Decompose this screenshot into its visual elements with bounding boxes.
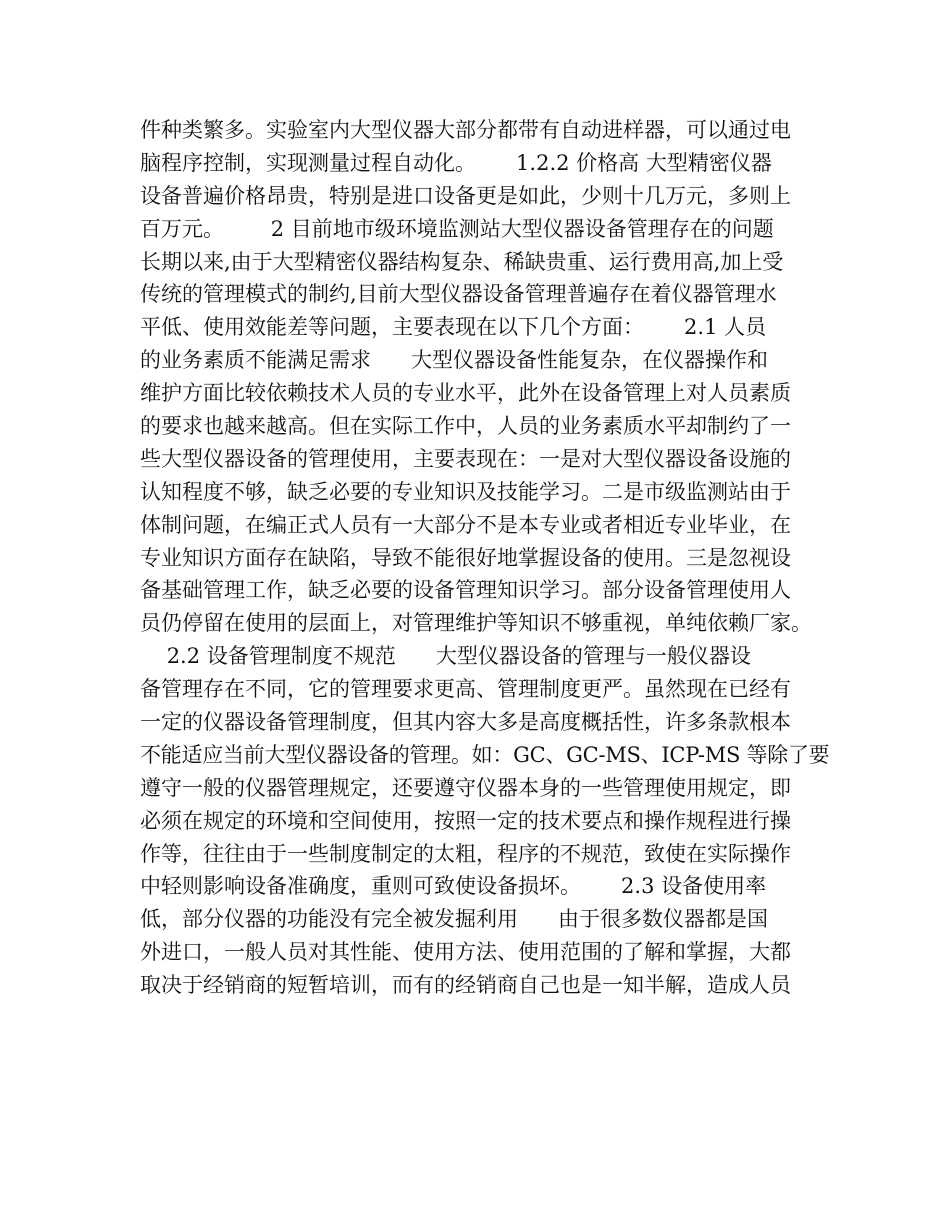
text-line: 不能适应当前大型仪器设备的管理。如：GC、GC-MS、ICP-MS 等除了要 xyxy=(140,742,830,767)
text-line: 传统的管理模式的制约,目前大型仪器设备管理普遍存在着仪器管理水 xyxy=(140,282,777,307)
text-line: 认知程度不够，缺乏必要的专业知识及技能学习。二是市级监测站由于 xyxy=(140,479,791,504)
text-line: 脑程序控制，实现测量过程自动化。 1.2.2 价格高 大型精密仪器 xyxy=(140,150,772,175)
text-line: 备管理存在不同，它的管理要求更高、管理制度更严。虽然现在已经有 xyxy=(140,677,791,702)
text-line: 百万元。 2 目前地市级环境监测站大型仪器设备管理存在的问题 xyxy=(140,216,774,241)
text-line: 中轻则影响设备准确度，重则可致使设备损坏。 2.3 设备使用率 xyxy=(140,874,767,899)
text-line: 件种类繁多。实验室内大型仪器大部分都带有自动进样器，可以通过电 xyxy=(140,118,791,142)
text-line: 外进口，一般人员对其性能、使用方法、使用范围的了解和掌握，大都 xyxy=(140,940,791,965)
text-line: 遵守一般的仪器管理规定，还要遵守仪器本身的一些管理使用规定，即 xyxy=(140,775,791,800)
text-line: 长期以来,由于大型精密仪器结构复杂、稀缺贵重、运行费用高,加上受 xyxy=(140,249,784,274)
text-line: 低，部分仪器的功能没有完全被发掘利用 由于很多数仪器都是国 xyxy=(140,907,769,932)
text-line: 作等，往往由于一些制度制定的太粗，程序的不规范，致使在实际操作 xyxy=(140,841,791,866)
text-line: 一定的仪器设备管理制度，但其内容大多是高度概括性，许多条款根本 xyxy=(140,710,791,735)
text-line: 取决于经销商的短暂培训，而有的经销商自己也是一知半解，造成人员 xyxy=(140,973,791,998)
text-line: 员仍停留在使用的层面上，对管理维护等知识不够重视，单纯依赖厂家。 xyxy=(140,611,812,636)
body-text xyxy=(140,114,830,1002)
text-line: 体制问题，在编正式人员有一大部分不是本专业或者相近专业毕业，在 xyxy=(140,512,791,537)
text-line: 2.2 设备管理制度不规范 大型仪器设备的管理与一般仪器设 xyxy=(140,644,751,669)
text-line: 平低、使用效能差等问题，主要表现在以下几个方面： 2.1 人员 xyxy=(140,315,767,340)
text-line: 专业知识方面存在缺陷，导致不能很好地掌握设备的使用。三是忽视设 xyxy=(140,545,791,570)
text-line: 维护方面比较依赖技术人员的专业水平，此外在设备管理上对人员素质 xyxy=(140,381,791,406)
text-line: 设备普遍价格昂贵，特别是进口设备更是如此，少则十几万元，多则上 xyxy=(140,183,791,208)
text-line: 必须在规定的环境和空间使用，按照一定的技术要点和操作规程进行操 xyxy=(140,808,791,833)
text-line: 些大型仪器设备的管理使用，主要表现在：一是对大型仪器设备设施的 xyxy=(140,446,791,471)
text-line: 的要求也越来越高。但在实际工作中，人员的业务素质水平却制约了一 xyxy=(140,414,791,439)
text-line: 备基础管理工作，缺乏必要的设备管理知识学习。部分设备管理使用人 xyxy=(140,578,791,603)
text-line: 的业务素质不能满足需求 大型仪器设备性能复杂，在仪器操作和 xyxy=(140,348,769,373)
